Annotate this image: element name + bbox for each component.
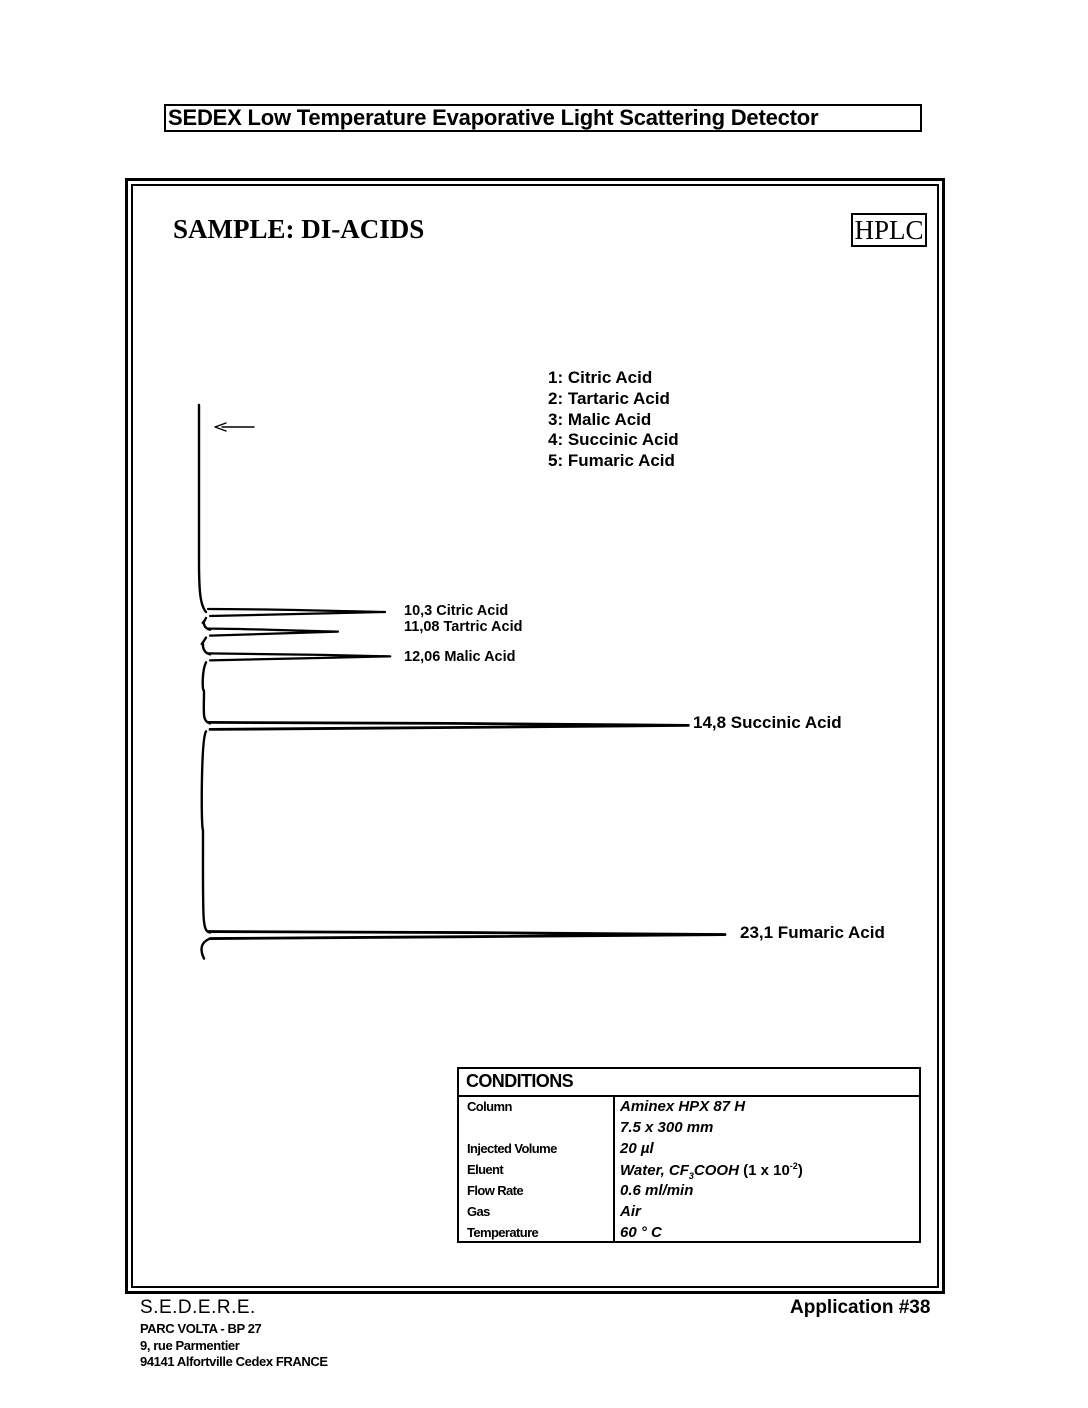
legend-item: 2: Tartaric Acid [548,388,670,408]
conditions-row [459,1118,919,1139]
peak-spike [208,629,338,636]
peak-label-succinic: 14,8 Succinic Acid [693,713,842,733]
conditions-row [459,1139,919,1160]
peak-label-citric: 10,3 Citric Acid [404,603,509,619]
legend-item: 1: Citric Acid [548,368,653,387]
conditions-value: Aminex HPX 87 H [620,1098,746,1115]
address-line: 9, rue Parmentier [140,1338,240,1353]
conditions-value: 20 µl [620,1140,654,1157]
peak-label-tartaric: 11,08 Tartric Acid [404,618,523,635]
address-line: 94141 Alfortville Cedex FRANCE [140,1354,328,1369]
peak-label-fumaric: 23,1 Fumaric Acid [740,922,885,942]
baseline-trace [199,405,206,612]
conditions-table [457,1067,921,1243]
conditions-key: Eluent [467,1162,504,1177]
conditions-key: Gas [467,1204,490,1219]
address-line: PARC VOLTA - BP 27 [140,1321,262,1336]
legend-item: 4: Succinic Acid [548,430,679,450]
conditions-key: Temperature [467,1225,539,1240]
conditions-row [459,1223,919,1244]
conditions-value: 0.6 ml/min [620,1182,694,1199]
document-title: SEDEX Low Temperature Evaporative Light Scattering Detector [164,104,922,132]
baseline-segment [203,662,210,723]
conditions-key: Injected Volume [467,1141,557,1156]
conditions-value: Air [620,1203,641,1220]
conditions-key: Flow Rate [467,1183,523,1198]
conditions-row [459,1160,919,1181]
sample-title: SAMPLE: DI-ACIDS [173,214,425,244]
legend-item: 3: Malic Acid [548,409,652,429]
baseline-tail [202,939,210,959]
conditions-value: 60 ° C [620,1224,662,1241]
application-number: Application #38 [790,1297,931,1318]
hplc-badge: HPLC [851,213,927,247]
baseline-segment [202,638,210,655]
conditions-key: Column [467,1099,512,1114]
company-name: S.E.D.E.R.E. [140,1297,256,1318]
peak-spike [208,609,385,616]
baseline-segment [202,731,210,932]
conditions-value: 7.5 x 300 mm [620,1119,714,1136]
peak-label-malic: 12,06 Malic Acid [404,649,516,666]
legend-item: 5: Fumaric Acid [548,451,675,471]
conditions-row [459,1202,919,1223]
conditions-row [459,1181,919,1202]
conditions-row [459,1097,919,1118]
peak-spike [208,653,390,660]
conditions-value: Water, $CF_3COOH$ (1 x $10^{-2}$) [620,1161,803,1181]
conditions-title: CONDITIONS [466,1071,574,1091]
peak-spike [208,722,688,729]
peak-spike [208,932,725,939]
